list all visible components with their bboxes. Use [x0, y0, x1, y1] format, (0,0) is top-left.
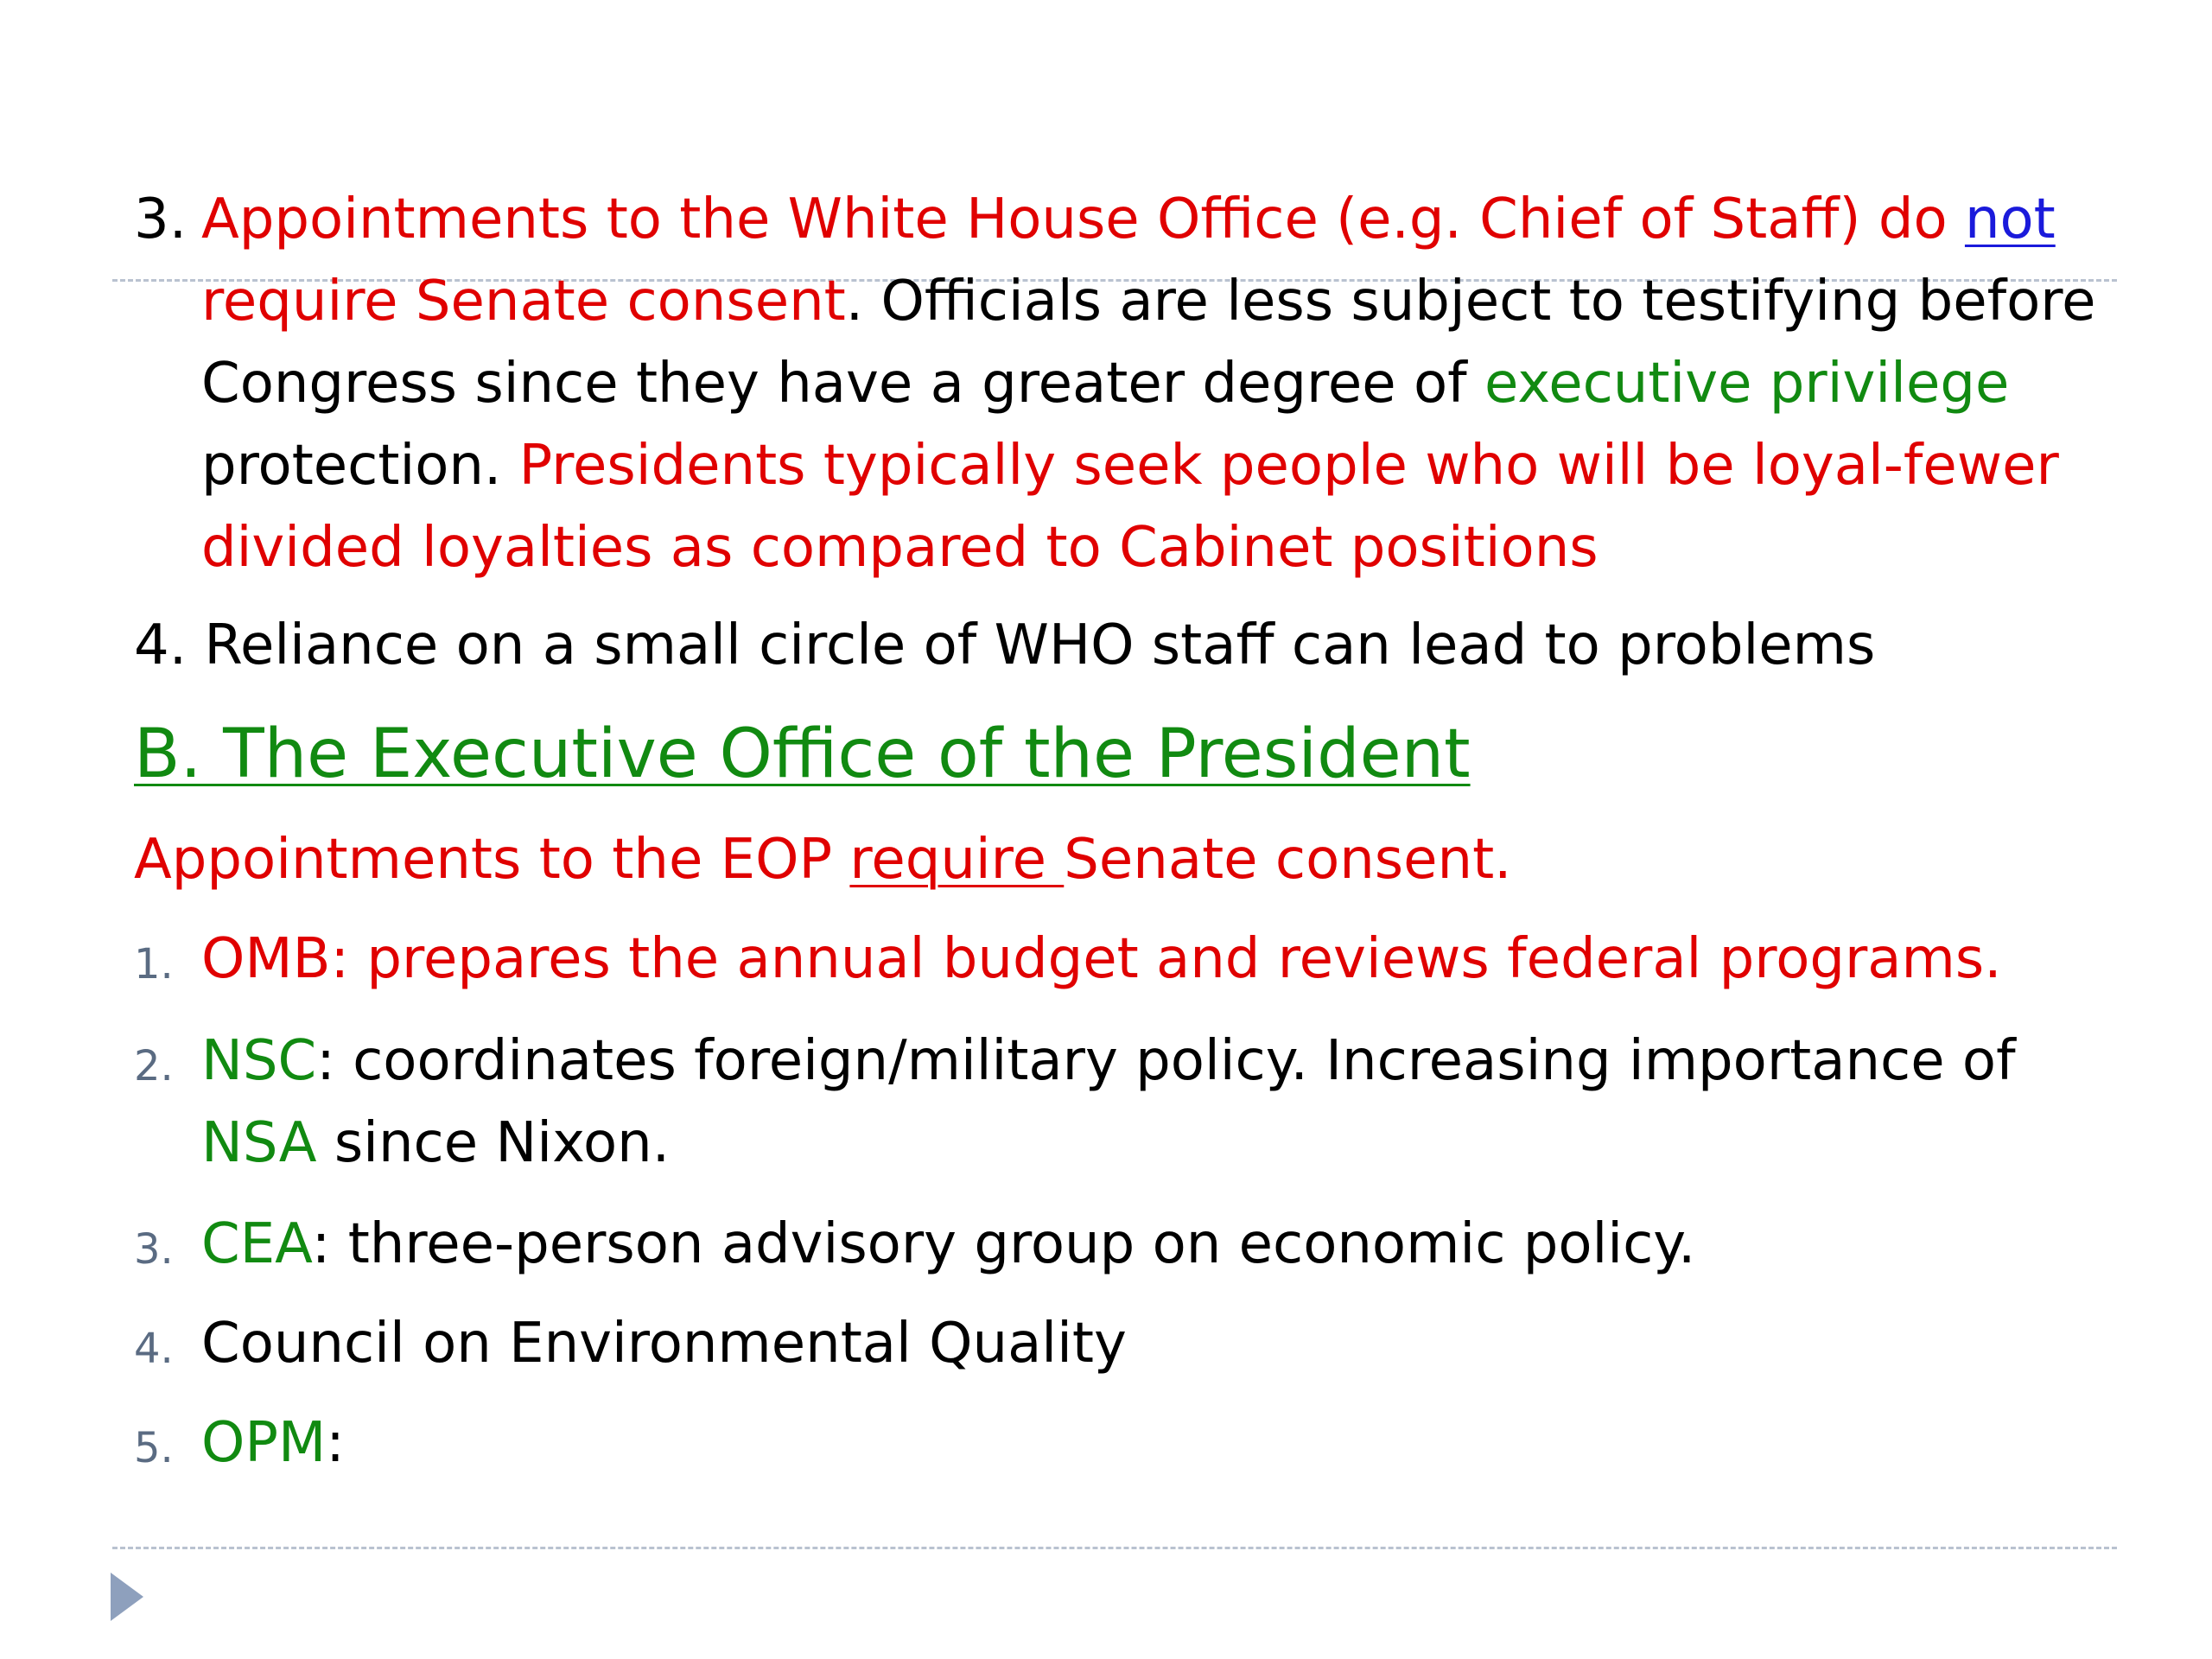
- item-4-number: 4.: [134, 1325, 174, 1373]
- point-3-text-4a: protection.: [201, 434, 519, 498]
- point-4: 4. Reliance on a small circle of WHO staff can lead to problems: [134, 613, 1876, 677]
- item-1-number: 1.: [134, 940, 174, 988]
- executive-privilege-term: executive privilege: [1484, 352, 2010, 416]
- triangle-bullet-icon: [111, 1573, 143, 1621]
- item-2-number: 2.: [134, 1042, 174, 1090]
- item-5-label: OPM: [201, 1411, 327, 1475]
- item-2-label-2: NSA: [201, 1111, 317, 1175]
- item-1-label: OMB: [201, 927, 331, 991]
- not-link[interactable]: not: [1964, 188, 2056, 251]
- item-5: [201, 1402, 2120, 1484]
- eop-consent-line: [134, 819, 2121, 901]
- item-3-text: : three-person advisory group on economic policy.: [311, 1212, 1696, 1276]
- eop-require: require: [849, 828, 1065, 892]
- eop-text-1: Appointments to the EOP: [134, 828, 850, 892]
- item-3-label: CEA: [201, 1212, 312, 1276]
- item-5-number: 5.: [134, 1424, 174, 1472]
- item-2-text: : coordinates foreign/military policy. Increasing importance of: [316, 1029, 2016, 1093]
- point-3-text-4b: Presidents typically seek people who will be loyal-fewer: [518, 434, 2059, 498]
- section-heading-b: B. The Executive Office of the President: [134, 715, 1471, 793]
- item-5-text: :: [326, 1411, 345, 1475]
- point-3-text-2a: require Senate consent: [201, 270, 846, 334]
- bottom-divider: [112, 1547, 2117, 1549]
- item-2: [201, 1020, 2120, 1185]
- item-2-text-2: since Nixon.: [316, 1111, 671, 1175]
- item-1-text: : prepares the annual budget and reviews federal programs.: [330, 927, 2002, 991]
- point-3-number: 3.: [134, 188, 188, 251]
- eop-text-3: Senate consent.: [1064, 828, 1512, 892]
- item-3-number: 3.: [134, 1225, 174, 1274]
- item-3: [201, 1204, 2120, 1286]
- item-2-label: NSC: [201, 1029, 317, 1093]
- point-3-text-2b: . Officials are less subject to testifying before: [845, 270, 2096, 334]
- item-1: [201, 918, 2120, 1001]
- point-3-text-1: Appointments to the White House Office (e.g. Chief of Staff) do: [201, 188, 1965, 251]
- item-4: [201, 1303, 2120, 1385]
- point-3: [134, 179, 2121, 589]
- point-3-text-5: divided loyalties as compared to Cabinet positions: [201, 516, 1599, 580]
- point-3-text-3a: Congress since they have a greater degree of: [201, 352, 1485, 416]
- item-4-text: Council on Environmental Quality: [201, 1312, 1127, 1376]
